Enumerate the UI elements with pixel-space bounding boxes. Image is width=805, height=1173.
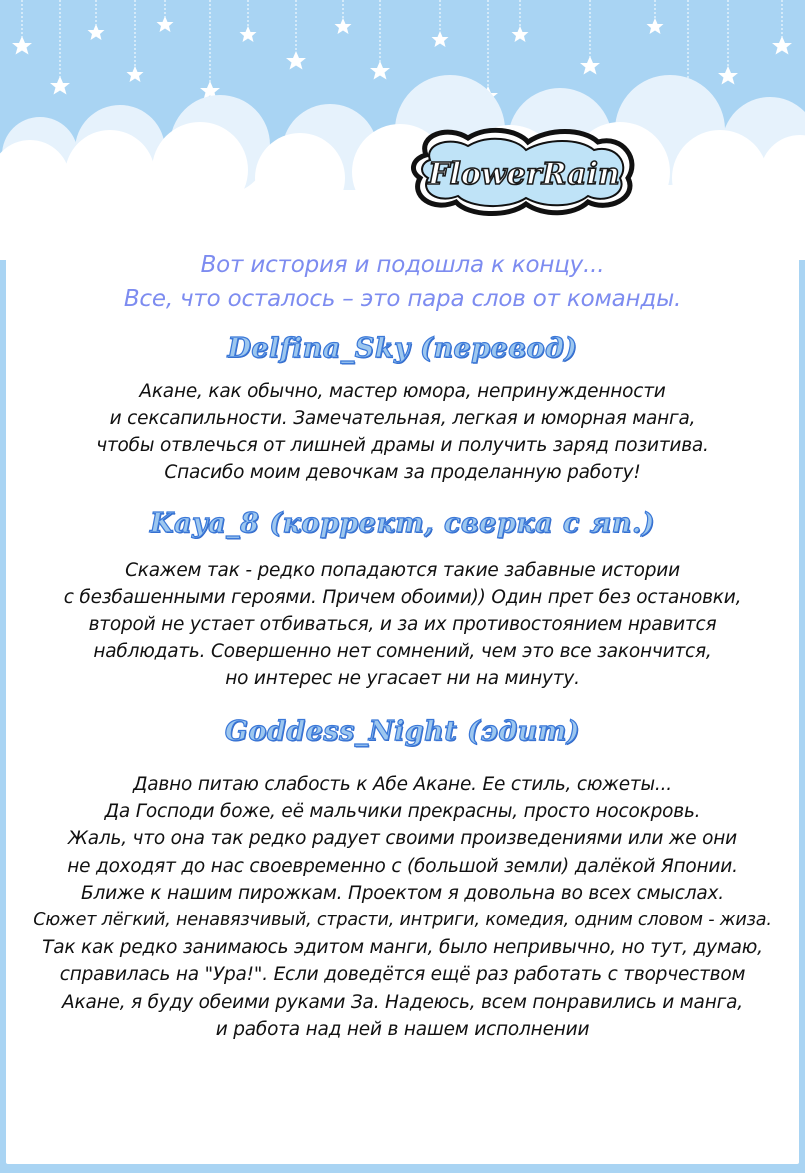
logo-text: FlowerRain xyxy=(428,157,620,192)
text-line: справилась на "Ура!". Если доведётся ещё раз работать с творчеством xyxy=(59,964,746,986)
text-line: и сексапильности. Замечательная, легкая и юморная манга, xyxy=(109,408,696,429)
text-line: Сюжет лёгкий, ненавязчивый, страсти, интриги, комедия, одним словом - жиза. xyxy=(33,910,772,931)
section-heading-editing: Goddess_Night (эдит) xyxy=(224,716,581,747)
text-line: Акане, как обычно, мастер юмора, непринужденности xyxy=(139,381,666,402)
text-line: Так как редко занимаюсь эдитом манги, было непривычно, но тут, думаю, xyxy=(42,937,763,959)
text-line: Жаль, что она так редко радует своими произведениями или же они xyxy=(68,828,737,850)
text-line: чтобы отвлечься от лишней драмы и получить заряд позитива. xyxy=(96,435,709,456)
credits-content xyxy=(0,248,805,1043)
text-line: не доходят до нас своевременно с (большой земли) далёкой Японии. xyxy=(67,855,738,877)
section-text-editing xyxy=(0,771,805,1043)
text-line: и работа над ней в нашем исполнении xyxy=(215,1018,590,1040)
text-line: Спасибо моим девочкам за проделанную работу! xyxy=(164,462,641,483)
flowerrain-logo xyxy=(408,120,640,220)
section-text-translation xyxy=(0,378,805,486)
section-text-proofreading xyxy=(0,557,805,692)
intro-line: Вот история и подошла к концу... xyxy=(200,252,605,278)
intro-line: Все, что осталось – это пара слов от команды. xyxy=(123,286,682,312)
text-line: с безбашенными героями. Причем обоими)) Один прет без остановки, xyxy=(63,587,742,608)
text-line: наблюдать. Совершенно нет сомнений, чем это все закончится, xyxy=(93,641,712,662)
text-line: Да Господи боже, её мальчики прекрасны, просто носокровь. xyxy=(104,801,701,823)
clouds-decoration xyxy=(0,60,805,260)
text-line: Давно питаю слабость к Абе Акане. Ее стиль, сюжеты... xyxy=(133,774,672,795)
text-line: Ближе к нашим пирожкам. Проектом я довольна во всех смыслах. xyxy=(81,882,724,904)
text-line: Скажем так - редко попадаются такие забавные истории xyxy=(125,560,680,581)
text-line: но интерес не угасает ни на минуту. xyxy=(225,668,580,689)
intro-text xyxy=(0,248,805,316)
text-line: Акане, я буду обеими руками За. Надеюсь, всем понравились и манга, xyxy=(62,991,743,1013)
section-heading-translation: Delfina_Sky (перевод) xyxy=(227,333,578,364)
section-heading-proofreading: Kaya_8 (коррект, сверка с яп.) xyxy=(150,508,655,539)
text-line: второй не устает отбиваться, и за их противостоянием нравится xyxy=(88,614,717,635)
